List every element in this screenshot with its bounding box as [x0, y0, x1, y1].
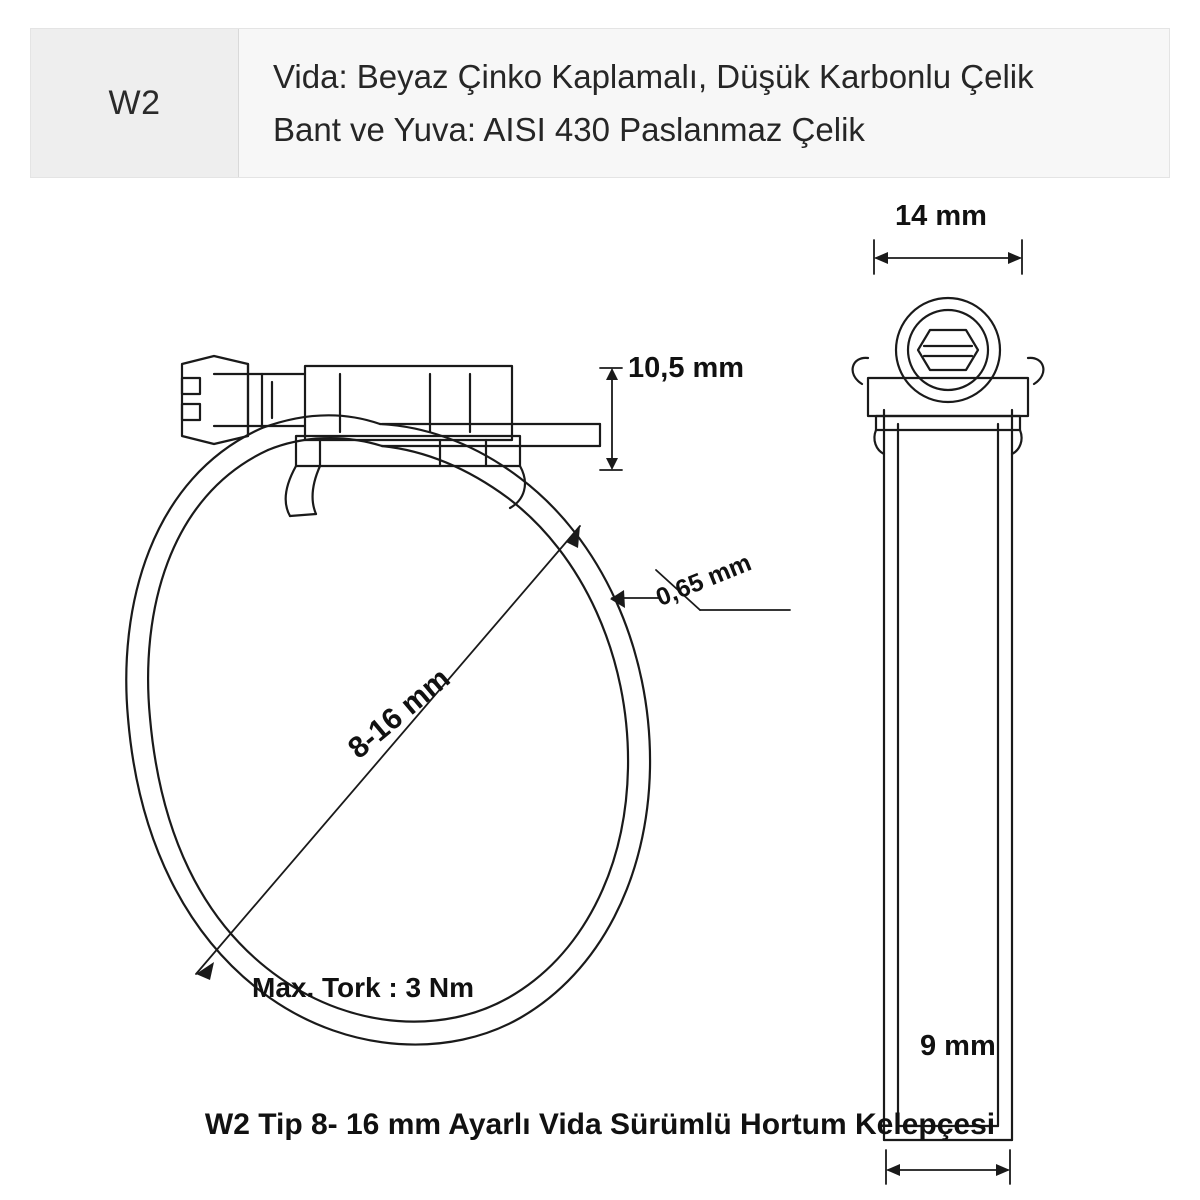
dimension-label-clamp-range: 8-16 mm [342, 661, 457, 766]
product-caption: W2 Tip 8- 16 mm Ayarlı Vida Sürümlü Hortum Kelepçesi [204, 1108, 996, 1141]
spec-material-line-screw: Vida: Beyaz Çinko Kaplamalı, Düşük Karbonlu Çelik [273, 57, 1034, 95]
dimension-housing-depth [886, 1150, 1010, 1184]
dimension-band-width [600, 368, 622, 470]
max-torque-label: Max. Tork : 3 Nm [252, 972, 474, 1003]
hose-clamp-side-view-icon [853, 298, 1044, 1140]
technical-drawing [0, 178, 1200, 1200]
dimension-label-housing-width: 14 mm [895, 200, 987, 232]
dimension-label-housing-depth: 9 mm [920, 1030, 996, 1062]
material-spec-table [30, 28, 1170, 178]
spec-material-cell [239, 29, 1169, 177]
spec-type-code-cell [31, 29, 239, 177]
spec-material-line-band: Bant ve Yuva: AISI 430 Paslanmaz Çelik [273, 111, 865, 148]
dimension-label-band-width: 10,5 mm [628, 352, 745, 384]
dimension-housing-width [874, 240, 1022, 274]
dimension-clamp-range [196, 526, 580, 980]
spec-type-code: W2 [108, 83, 161, 122]
drawing-canvas [0, 178, 1200, 1200]
dimension-label-band-thickness: 0,65 mm [652, 548, 756, 612]
